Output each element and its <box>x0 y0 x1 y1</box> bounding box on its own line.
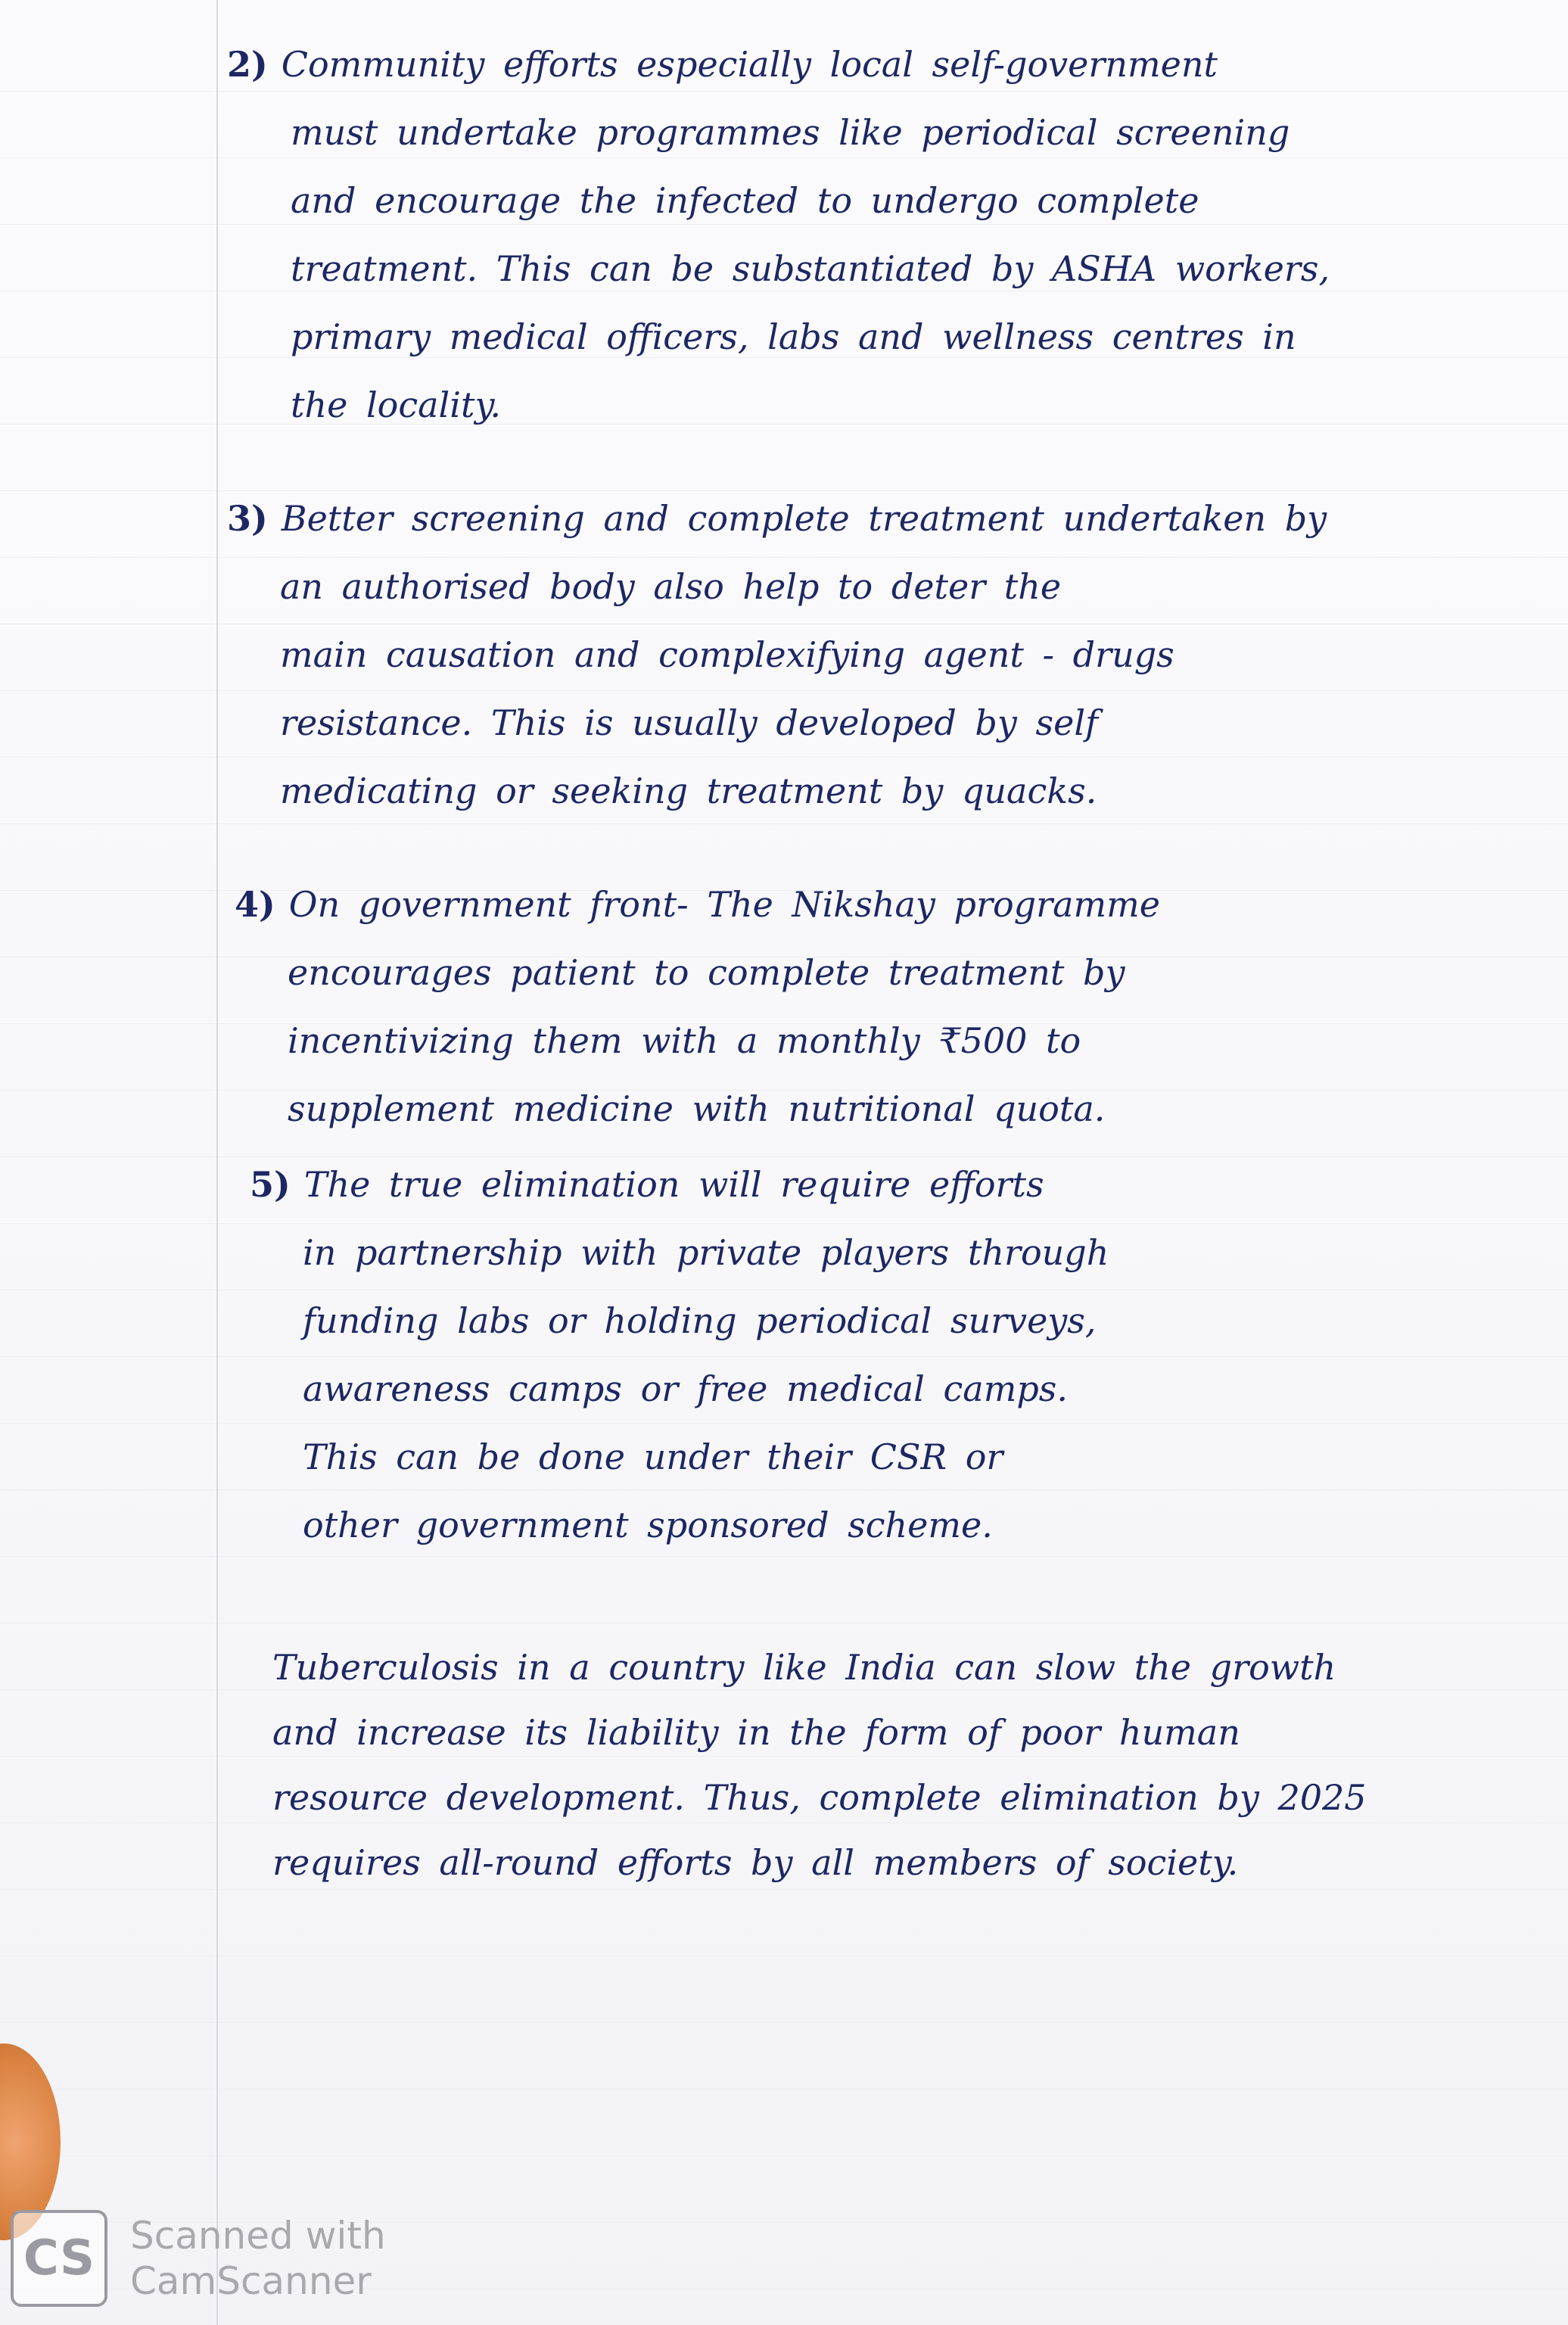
point-line: other government sponsored scheme. <box>303 1505 993 1545</box>
point-line: resistance. This is usually developed by self <box>280 702 1099 743</box>
point-4 <box>235 870 1160 1143</box>
point-line: the locality. <box>291 384 501 425</box>
conclusion-line: resource development. Thus, complete elimination by 2025 <box>272 1777 1367 1818</box>
point-line: medicating or seeking treatment by quacks. <box>280 770 1097 811</box>
point-line: in partnership with private players through <box>303 1232 1109 1273</box>
point-line: This can be done under their CSR or <box>303 1436 1003 1477</box>
point-5 <box>250 1150 1109 1559</box>
camscanner-logo-icon: CS <box>11 2210 107 2307</box>
point-number: 2) <box>227 44 268 85</box>
watermark-line-2: CamScanner <box>130 2259 372 2303</box>
point-line: Better screening and complete treatment undertaken by <box>281 498 1327 539</box>
point-line: Community efforts especially local self-government <box>281 44 1218 85</box>
scanner-watermark <box>11 2210 386 2307</box>
point-number: 3) <box>227 498 268 539</box>
point-line: On government front- The Nikshay programme <box>288 884 1160 925</box>
point-line: treatment. This can be substantiated by ASHA workers, <box>291 248 1330 289</box>
ruled-line <box>0 2089 1568 2090</box>
margin-line <box>216 0 218 2325</box>
point-line: main causation and complexifying agent - drugs <box>280 634 1174 675</box>
point-line: The true elimination will require efforts <box>303 1164 1044 1205</box>
point-line: supplement medicine with nutritional quota. <box>288 1088 1106 1129</box>
point-3 <box>227 484 1327 825</box>
point-line: primary medical officers, labs and wellness centres in <box>291 316 1296 357</box>
conclusion <box>272 1635 1367 1895</box>
point-line: awareness camps or free medical camps. <box>303 1368 1068 1409</box>
point-2 <box>227 30 1330 439</box>
conclusion-line: and increase its liability in the form of poor human <box>272 1712 1240 1753</box>
ruled-line <box>0 2022 1568 2023</box>
conclusion-line: requires all-round efforts by all members of society. <box>272 1842 1239 1883</box>
point-line: an authorised body also help to deter the <box>280 566 1062 607</box>
point-line: must undertake programmes like periodical screening <box>291 112 1290 153</box>
point-number: 5) <box>250 1164 291 1205</box>
point-line: funding labs or holding periodical surveys, <box>303 1300 1097 1341</box>
watermark-line-1: Scanned with <box>130 2214 386 2258</box>
point-number: 4) <box>235 884 275 925</box>
ruled-line <box>0 2155 1568 2156</box>
point-line: and encourage the infected to undergo complete <box>291 180 1199 221</box>
conclusion-line: Tuberculosis in a country like India can slow the growth <box>272 1647 1336 1688</box>
point-line: encourages patient to complete treatment by <box>288 952 1125 993</box>
point-line: incentivizing them with a monthly ₹500 to <box>288 1020 1081 1061</box>
